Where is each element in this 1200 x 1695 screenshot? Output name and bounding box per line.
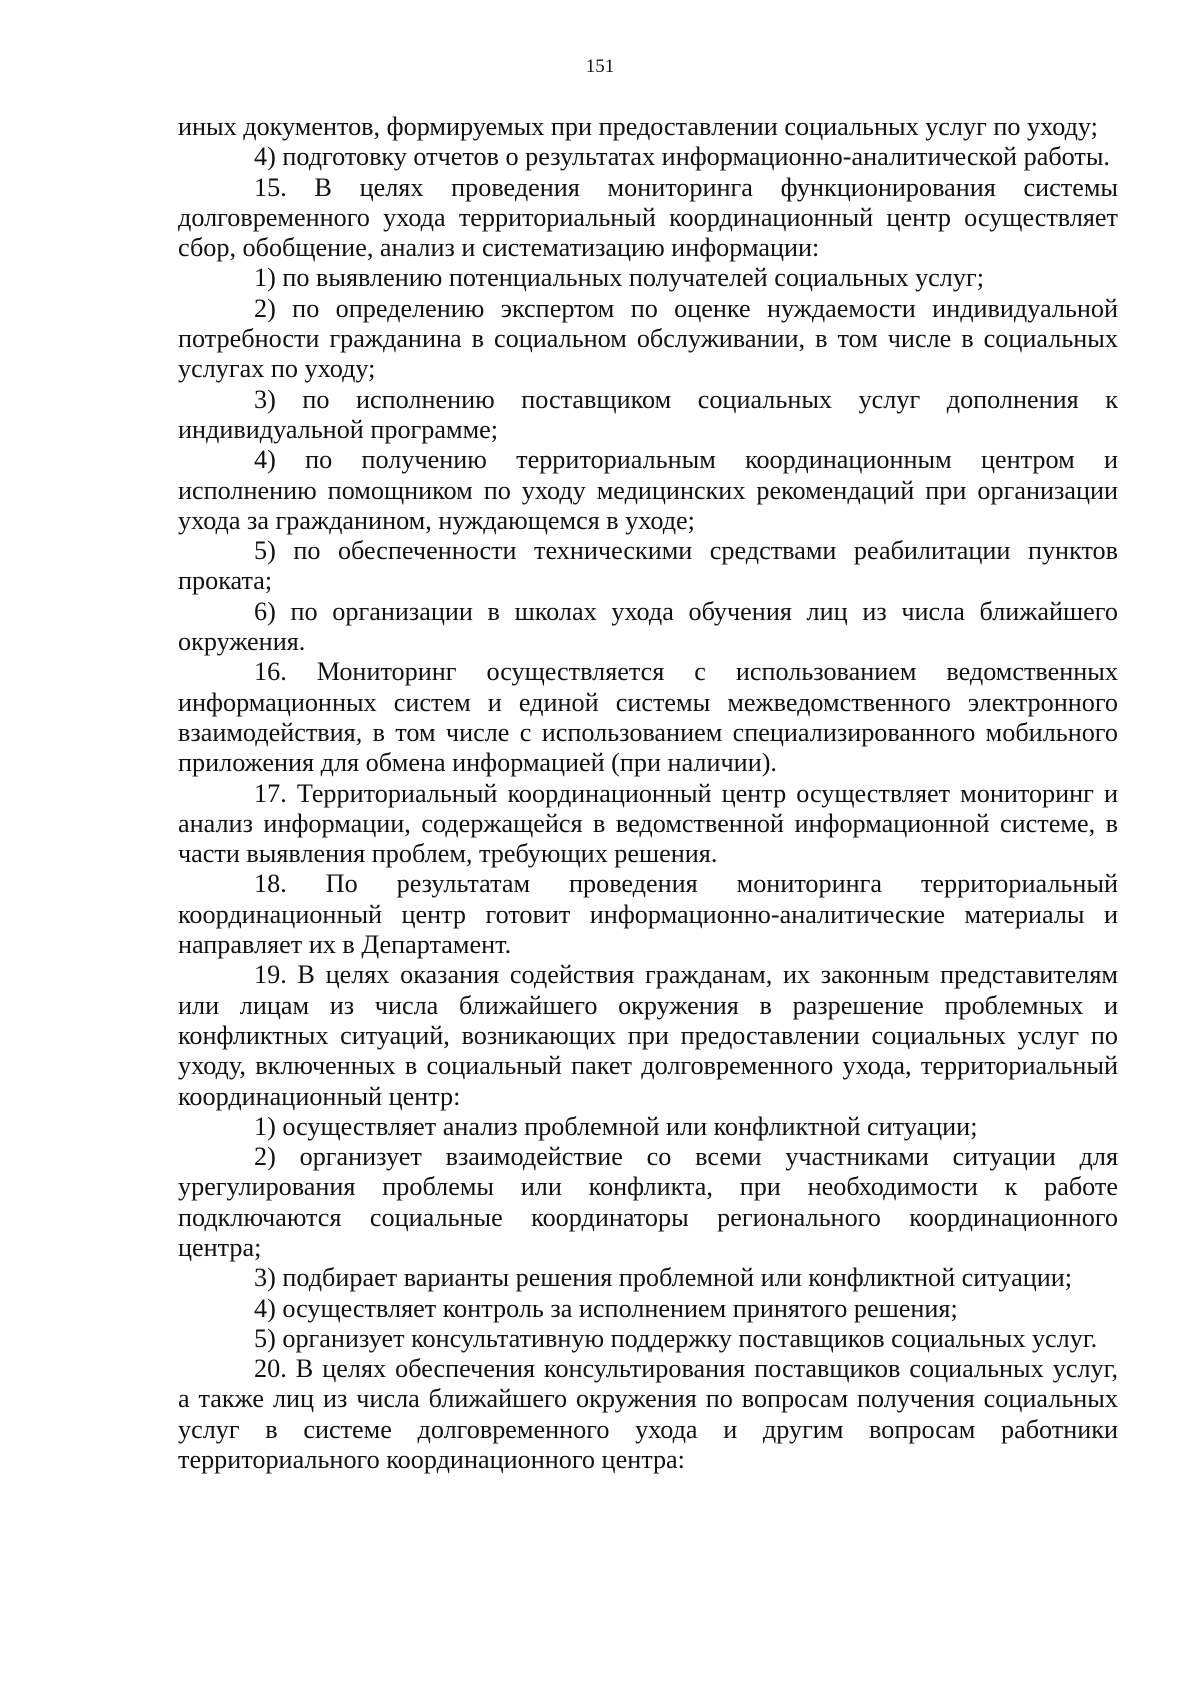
paragraph: 2) по определению экспертом по оценке нуждаемости индивидуальной потребности гражданина в социальном обслуживании, в том числе в социальных услугах по уходу;: [178, 293, 1118, 384]
paragraph: 2) организует взаимодействие со всеми участниками ситуации для урегулирования проблемы или конфликта, при необходимости к работе подключаются социальные координаторы регионального координационного центра;: [178, 1142, 1118, 1262]
paragraph: 3) по исполнению поставщиком социальных услуг дополнения к индивидуальной программе;: [178, 384, 1118, 444]
paragraph: 18. По результатам проведения мониторинга территориальный координационный центр готовит информационно-аналитические материалы и направляет их в Департамент.: [178, 869, 1118, 960]
paragraph: 16. Мониторинг осуществляется с использованием ведомственных информационных систем и единой системы межведомственного электронного взаимодействия, в том числе с использованием специализированного мобильного приложения для обмена информацией (при наличии).: [178, 657, 1118, 778]
page-number: 151: [585, 56, 615, 77]
paragraph: 17. Территориальный координационный центр осуществляет мониторинг и анализ информации, содержащейся в ведомственной информационной системе, в части выявления проблем, требующих решения.: [178, 778, 1118, 869]
paragraph: 5) организует консультативную поддержку поставщиков социальных услуг.: [254, 1323, 1098, 1353]
paragraph: 20. В целях обеспечения консультирования поставщиков социальных услуг, а также лиц из числа ближайшего окружения по вопросам получения социальных услуг в системе долговременного ухода и другим вопросам работники территориального координационного центра:: [178, 1354, 1118, 1475]
paragraph: 19. В целях оказания содействия гражданам, их законным представителям или лицам из числа ближайшего окружения в разрешение проблемных и конфликтных ситуаций, возникающих при предоставлении социальных услуг по уходу, включенных в социальный пакет долговременного ухода, территориальный координационный центр:: [178, 960, 1118, 1111]
paragraph: 3) подбирает варианты решения проблемной или конфликтной ситуации;: [254, 1263, 1073, 1293]
paragraph: иных документов, формируемых при предоставлении социальных услуг по уходу;: [178, 112, 1098, 141]
paragraph: 4) по получению территориальным координационным центром и исполнению помощником по уходу медицинских рекомендаций при организации ухода за гражданином, нуждающемся в уходе;: [178, 445, 1118, 535]
paragraph: 1) осуществляет анализ проблемной или конфликтной ситуации;: [254, 1111, 978, 1141]
paragraph: 15. В целях проведения мониторинга функционирования системы долговременного ухода территориальный координационный центр осуществляет сбор, обобщение, анализ и систематизацию информации:: [178, 172, 1118, 263]
document-body: [178, 112, 1118, 1475]
paragraph: 4) осуществляет контроль за исполнением принятого решения;: [254, 1293, 958, 1323]
paragraph: 5) по обеспеченности техническими средствами реабилитации пунктов проката;: [178, 536, 1118, 596]
paragraph: 1) по выявлению потенциальных получателей социальных услуг;: [254, 263, 984, 293]
paragraph: 4) подготовку отчетов о результатах информационно-аналитической работы.: [254, 142, 1110, 172]
paragraph: 6) по организации в школах ухода обучения лиц из числа ближайшего окружения.: [178, 596, 1118, 657]
